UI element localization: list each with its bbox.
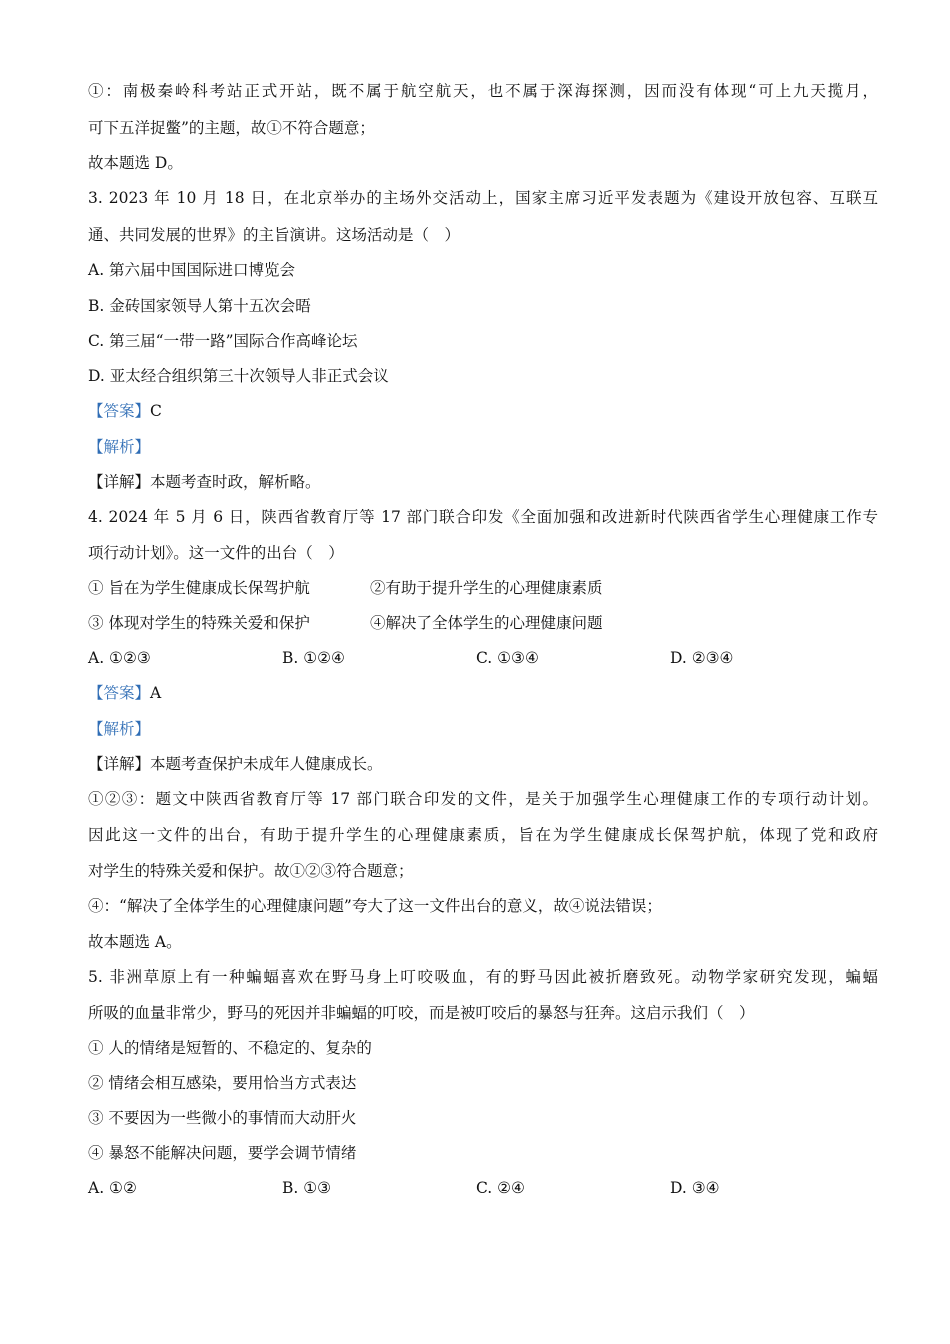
q4-choices-row (88, 646, 878, 670)
q5-choice-d: D. ③④ (670, 1179, 720, 1197)
q3-option-b: B. 金砖国家领导人第十五次会晤 (88, 297, 311, 315)
q3-stem-line-2: 通、共同发展的世界》的主旨演讲。这场活动是（ ） (88, 226, 461, 244)
q4-statement-row-2 (88, 611, 878, 635)
q4-explanation-line-1: ①②③：题文中陕西省教育厅等 17 部门联合印发的文件，是关于加强学生心理健康工作的专项行动计划。 (88, 790, 878, 808)
q4-choice-d: D. ②③④ (670, 649, 734, 667)
q4-statement-1: ① 旨在为学生健康成长保驾护航 (88, 579, 310, 597)
q4-choice-b: B. ①②④ (282, 649, 345, 667)
q4-explanation-line-2: 因此这一文件的出台，有助于提升学生的心理健康素质，旨在为学生健康成长保驾护航，体现了党和政府 (88, 826, 878, 844)
q4-statement-4: ④解决了全体学生的心理健康问题 (370, 614, 603, 632)
q3-analysis-tag: 【解析】 (88, 438, 151, 456)
q3-detail: 【详解】本题考查时政，解析略。 (88, 473, 321, 491)
q3-answer (88, 399, 878, 423)
q3-option-c: C. 第三届“一带一路”国际合作高峰论坛 (88, 332, 358, 350)
q4-choice-c: C. ①③④ (476, 649, 539, 667)
q5-stem-line-2: 所吸的血量非常少，野马的死因并非蝙蝠的叮咬，而是被叮咬后的暴怒与狂奔。这启示我们（ ） (88, 1004, 755, 1022)
q3-answer-value: C (150, 402, 162, 420)
q5-statement-2: ② 情绪会相互感染，要用恰当方式表达 (88, 1074, 357, 1092)
q4-explanation-line-4: ④：“解决了全体学生的心理健康问题”夸大了这一文件出台的意义，故④说法错误； (88, 897, 662, 915)
q5-statement-3: ③ 不要因为一些微小的事情而大动肝火 (88, 1109, 357, 1127)
q5-stem-line-1: 5. 非洲草原上有一种蝙蝠喜欢在野马身上叮咬吸血，有的野马因此被折磨致死。动物学家研究发现，蝙蝠 (88, 968, 878, 986)
q4-stem-line-1: 4. 2024 年 5 月 6 日，陕西省教育厅等 17 部门联合印发《全面加强和改进新时代陕西省学生心理健康工作专 (88, 508, 878, 526)
prev-explanation-line-1: ①：南极秦岭科考站正式开站，既不属于航空航天，也不属于深海探测，因而没有体现“可上九天揽月， (88, 82, 878, 100)
q4-statement-3: ③ 体现对学生的特殊关爱和保护 (88, 614, 310, 632)
q3-answer-tag: 【答案】 (88, 402, 151, 420)
q3-option-a: A. 第六届中国国际进口博览会 (88, 261, 296, 279)
q4-choice-a: A. ①②③ (88, 649, 151, 667)
q5-choice-a: A. ①② (88, 1179, 137, 1197)
q3-option-d: D. 亚太经合组织第三十次领导人非正式会议 (88, 367, 389, 385)
q4-answer-value: A (150, 684, 162, 702)
q5-statement-4: ④ 暴怒不能解决问题，要学会调节情绪 (88, 1144, 357, 1162)
prev-conclusion: 故本题选 D。 (88, 154, 183, 172)
q4-conclusion: 故本题选 A。 (88, 933, 182, 951)
q4-explanation-line-3: 对学生的特殊关爱和保护。故①②③符合题意； (88, 862, 414, 880)
q4-answer-tag: 【答案】 (88, 684, 151, 702)
q4-detail: 【详解】本题考查保护未成年人健康成长。 (88, 755, 383, 773)
q4-analysis-tag: 【解析】 (88, 720, 151, 738)
prev-explanation-line-2: 可下五洋捉鳖”的主题，故①不符合题意； (88, 119, 375, 137)
q4-answer (88, 681, 878, 705)
q3-stem-line-1: 3. 2023 年 10 月 18 日，在北京举办的主场外交活动上，国家主席习近平发表题为《建设开放包容、互联互 (88, 189, 878, 207)
q5-choice-b: B. ①③ (282, 1179, 332, 1197)
q5-choices-row (88, 1176, 878, 1200)
q5-choice-c: C. ②④ (476, 1179, 525, 1197)
q5-statement-1: ① 人的情绪是短暂的、不稳定的、复杂的 (88, 1039, 372, 1057)
q4-stem-line-2: 项行动计划》。这一文件的出台（ ） (88, 544, 344, 562)
q4-statement-2: ②有助于提升学生的心理健康素质 (370, 579, 603, 597)
q4-statement-row-1 (88, 576, 878, 600)
